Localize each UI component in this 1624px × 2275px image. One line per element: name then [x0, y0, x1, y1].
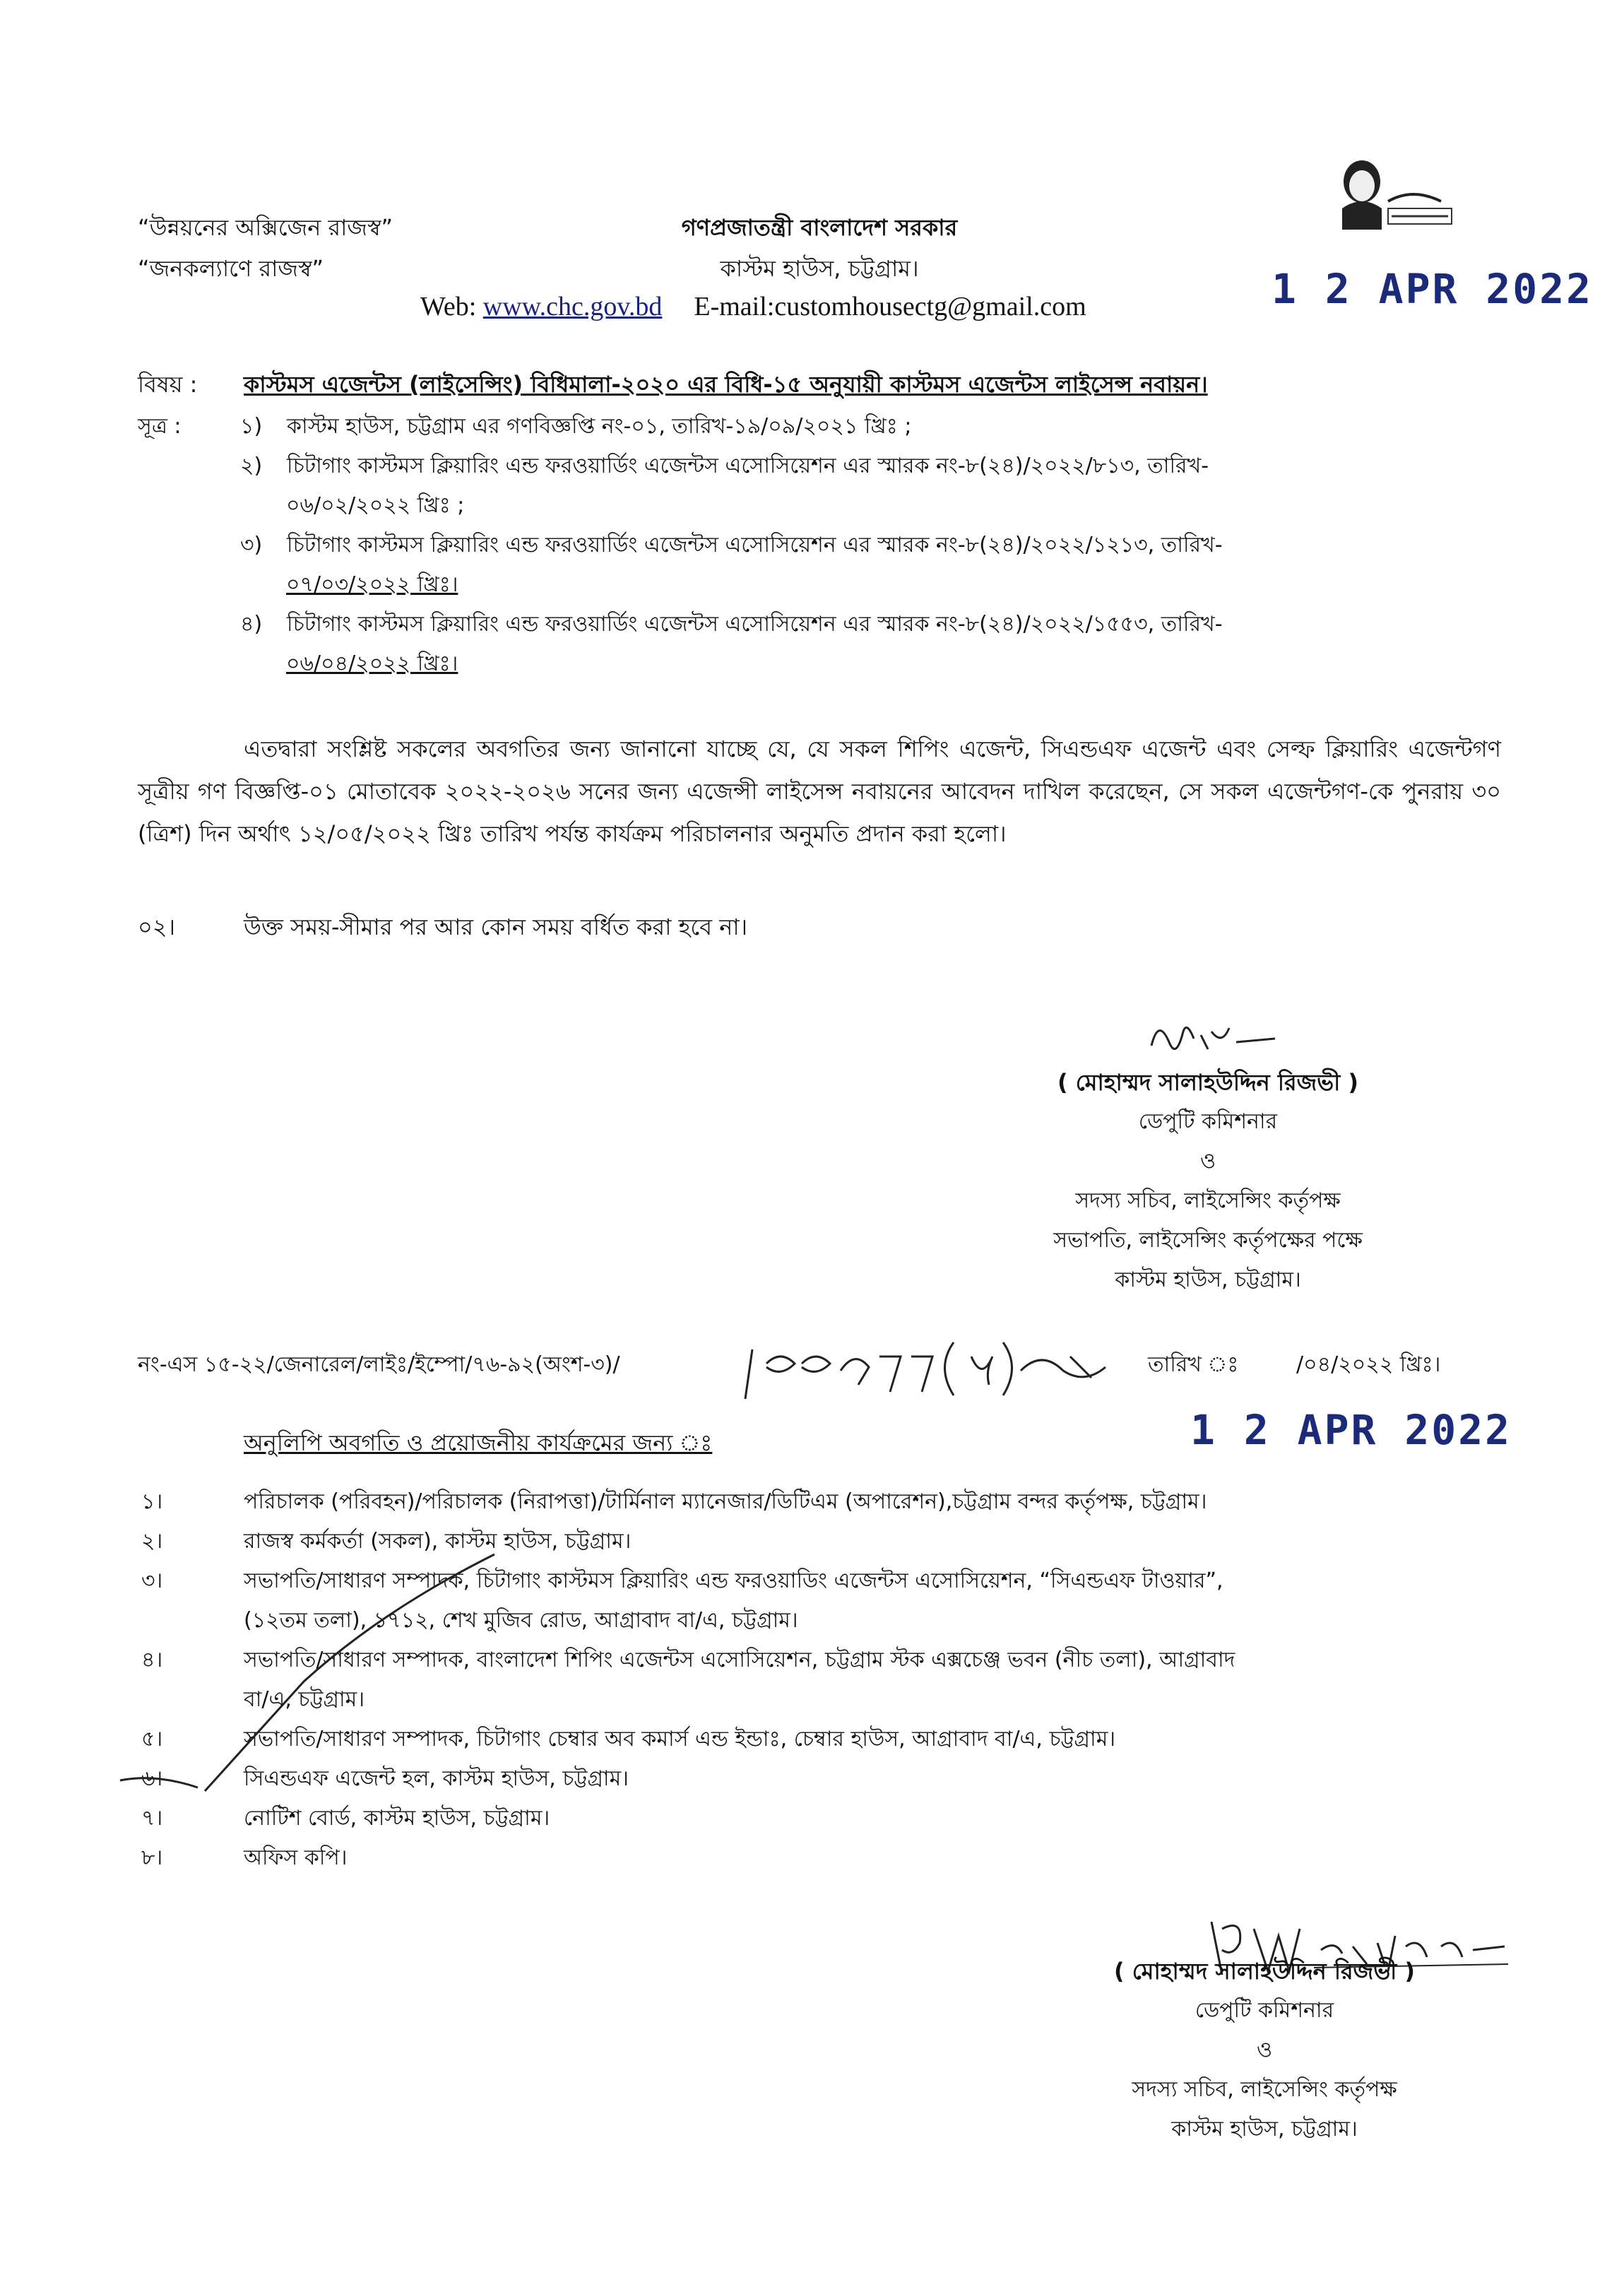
copy-item-continuation: বা/এ, চট্টগ্রাম।	[244, 1687, 365, 1712]
memo-date-label: তারিখ ঃ	[1148, 1352, 1239, 1377]
reference-item-continuation: ০৬/০২/২০২২ খ্রিঃ ;	[286, 493, 465, 518]
memo-date-value: /০৪/২০২২ খ্রিঃ।	[1296, 1352, 1441, 1377]
paragraph-2-number: ০২।	[138, 914, 176, 940]
copy-item: রাজস্ব কর্মকর্তা (সকল), কাস্টম হাউস, চট্টগ্রাম।	[244, 1529, 632, 1554]
signatory-1-role: সদস্য সচিব, লাইসেন্সিং কর্তৃপক্ষ	[1075, 1188, 1341, 1213]
copy-item-number: ৬।	[141, 1766, 163, 1791]
handwritten-check-mark	[113, 1547, 509, 1809]
memo-date-stamp: 1 2 APR 2022	[1190, 1406, 1512, 1454]
copy-item: নোটিশ বোর্ড, কাস্টম হাউস, চট্টগ্রাম।	[244, 1806, 550, 1831]
copy-heading: অনুলিপি অবগতি ও প্রয়োজনীয় কার্যক্রমের জন্য ঃ	[244, 1429, 713, 1456]
signatory-2-office: কাস্টম হাউস, চট্টগ্রাম।	[1171, 2117, 1358, 2141]
signatory-1-designation: ডেপুটি কমিশনার	[1138, 1109, 1278, 1134]
government-title: গণপ্রজাতন্ত্রী বাংলাদেশ সরকার	[681, 214, 958, 241]
signatory-2-conjunction: ও	[1256, 2038, 1273, 2062]
email-address[interactable]: E-mail:customhousectg@gmail.com	[694, 292, 1086, 321]
signatory-1-office: কাস্টম হাউস, চট্টগ্রাম।	[1115, 1268, 1301, 1292]
signatory-2-designation: ডেপুটি কমিশনার	[1195, 1998, 1334, 2023]
copy-item: পরিচালক (পরিবহন)/পরিচালক (নিরাপত্তা)/টার্মিনাল ম্যানেজার/ডিটিএম (অপারেশন),চট্টগ্রাম বন্দর কর্তৃপক্ষ, চট্টগ্রাম।	[244, 1489, 1207, 1514]
copy-item-number: ৮।	[141, 1845, 163, 1870]
copy-item-number: ৩।	[141, 1568, 163, 1593]
national-emblem-logo	[1321, 152, 1462, 237]
body-paragraph-2: উক্ত সময়-সীমার পর আর কোন সময় বর্ধিত করা হবে না।	[244, 914, 748, 940]
signature-1-handwritten	[1144, 1010, 1286, 1067]
copy-item-number: ৪।	[141, 1648, 163, 1672]
office-name: কাস্টম হাউস, চট্টগ্রাম।	[720, 255, 919, 282]
slogan-1: “উন্নয়নের অক্সিজেন রাজস্ব”	[138, 214, 393, 241]
references-label: সূত্র :	[138, 414, 182, 439]
subject-label: বিষয় :	[138, 371, 198, 398]
signatory-1-role-2: সভাপতি, লাইসেন্সিং কর্তৃপক্ষের পক্ষে	[1053, 1228, 1363, 1253]
web-label: Web:	[420, 292, 477, 321]
copy-item: সভাপতি/সাধারণ সম্পাদক, চিটাগাং চেম্বার অব কমার্স এন্ড ইন্ডাঃ, চেম্বার হাউস, আগ্রাবাদ বা/এ, চট্টগ্রাম।	[244, 1727, 1116, 1751]
copy-item-number: ১।	[141, 1489, 163, 1514]
body-paragraph-1: এতদ্বারা সংশ্লিষ্ট সকলের অবগতির জন্য জানানো যাচ্ছে যে, যে সকল শিপিং এজেন্ট, সিএন্ডএফ এজেন্ট এবং সেল্ফ ক্লিয়ারিং এজেন্টগণ সূত্রীয় গণ বিজ্ঞপ্তি-০১ মোতাবেক ২০২২-২০২৬ সনের জন্য এজেন্সী লাইসেন্স নবায়নের আবেদন দাখিল করেছেন, সে সকল এজেন্টগণ-কে পুনরায় ৩০ (ত্রিশ) দিন অর্থাৎ ১২/০৫/২০২২ খ্রিঃ তারিখ পর্যন্ত কার্যক্রম পরিচালনার অনুমতি প্রদান করা হলো।	[138, 735, 1501, 847]
reference-item-continuation: ০৬/০৪/২০২২ খ্রিঃ।	[286, 651, 458, 676]
reference-item-continuation: ০৭/০৩/২০২২ খ্রিঃ।	[286, 572, 458, 597]
contact-line	[420, 290, 1086, 324]
copy-item-number: ৭।	[141, 1806, 163, 1831]
signatory-1-name: ( মোহাম্মদ সালাহউদ্দিন রিজভী )	[1057, 1069, 1359, 1096]
slogan-2: “জনকল্যাণে রাজস্ব”	[138, 255, 324, 282]
copy-item-continuation: (১২তম তলা), ১৭১২, শেখ মুজিব রোড, আগ্রাবাদ বা/এ, চট্টগ্রাম।	[244, 1608, 798, 1633]
copy-item-number: ২।	[141, 1529, 163, 1554]
copy-item: অফিস কপি।	[244, 1845, 348, 1870]
signatory-1-conjunction: ও	[1199, 1149, 1216, 1174]
memo-number: নং-এস ১৫-২২/জেনারেল/লাইঃ/ইম্পো/৭৬-৯২(অংশ-৩)/	[138, 1352, 620, 1377]
received-date-stamp: 1 2 APR 2022	[1272, 265, 1594, 313]
copy-item: সভাপতি/সাধারণ সম্পাদক, বাংলাদেশ শিপিং এজেন্টস এসোসিয়েশন, চট্টগ্রাম স্টক এক্সচেঞ্জ ভবন (নীচ তলা), আগ্রাবাদ	[244, 1648, 1235, 1672]
copy-item: সভাপতি/সাধারণ সম্পাদক, চিটাগাং কাস্টমস ক্লিয়ারিং এন্ড ফরওয়াডিং এজেন্টস এসোসিয়েশন, “সিএন্ডএফ টাওয়ার”,	[244, 1568, 1223, 1593]
website-link[interactable]: www.chc.gov.bd	[482, 292, 663, 321]
subject-text: কাস্টমস এজেন্টস (লাইসেন্সিং) বিধিমালা-২০২০ এর বিধি-১৫ অনুযায়ী কাস্টমস এজেন্টস লাইসেন্স নবায়ন।	[244, 371, 1208, 398]
signatory-2-role: সদস্য সচিব, লাইসেন্সিং কর্তৃপক্ষ	[1132, 2077, 1397, 2102]
copy-item-number: ৫।	[141, 1727, 163, 1751]
copy-item: সিএন্ডএফ এজেন্ট হল, কাস্টম হাউস, চট্টগ্রাম।	[244, 1766, 629, 1791]
signatory-2-name: ( মোহাম্মদ সালাহউদ্দিন রিজভী )	[1113, 1958, 1416, 1985]
